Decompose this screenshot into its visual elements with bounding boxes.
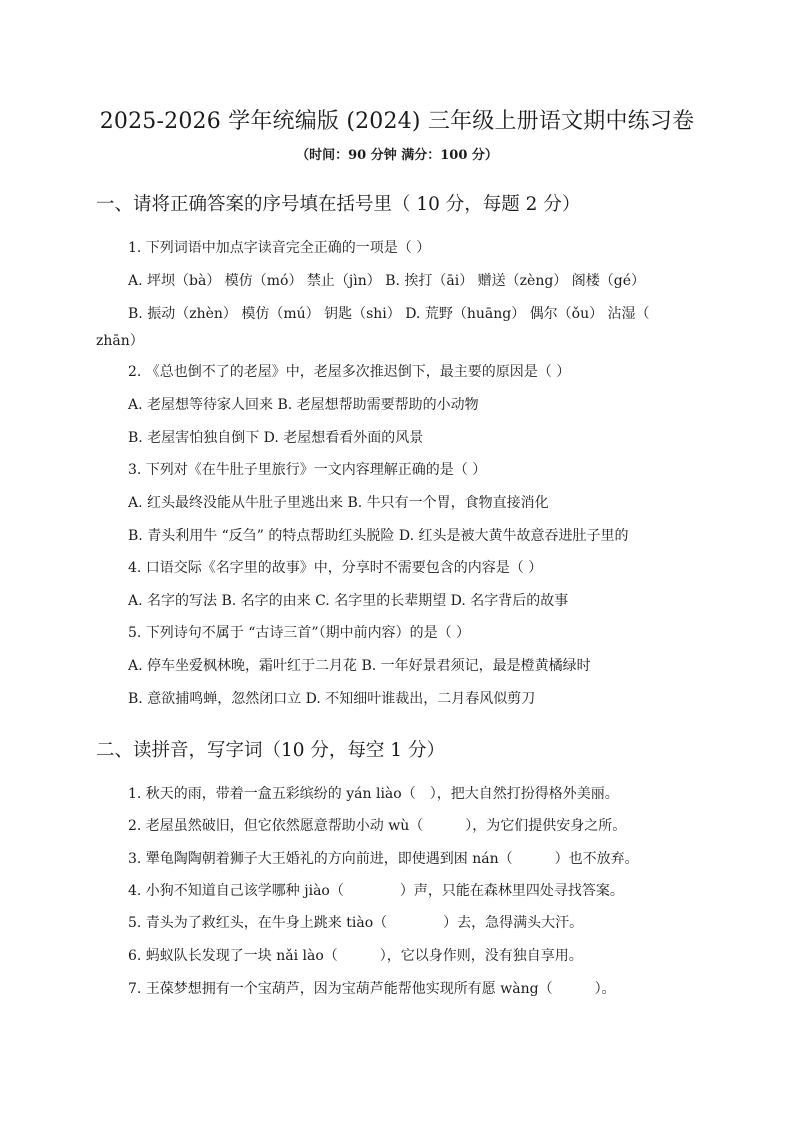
q1-option-line-2-cont: zhān） xyxy=(96,333,144,349)
q5-option-line-2: B. 意欲捕鸣蝉，忽然闭口立 D. 不知细叶谁裁出，二月春风似剪刀 xyxy=(128,691,536,707)
page-title: 2025-2026 学年统编版 (2024) 三年级上册语文期中练习卷 xyxy=(99,109,695,134)
fill-blank-7: 7. 王葆梦想拥有一个宝葫芦，因为宝葫芦能帮他实现所有愿 wàng（ ）。 xyxy=(128,981,616,997)
fill-blank-4: 4. 小狗不知道自己该学哪种 jiào（ ）声，只能在森林里四处寻找答案。 xyxy=(128,883,624,899)
fill-blank-1: 1. 秋天的雨，带着一盒五彩缤纷的 yán liào（ ），把大自然打扮得格外美丽。 xyxy=(128,786,619,802)
section-2-heading: 二、读拼音，写字词（10 分，每空 1 分） xyxy=(96,740,445,761)
q4-options: A. 名字的写法 B. 名字的由来 C. 名字里的长辈期望 D. 名字背后的故事 xyxy=(128,593,569,609)
fill-blank-5: 5. 青头为了救红头，在牛身上跳来 tiào（ ）去，急得满头大汗。 xyxy=(128,915,584,931)
fill-blank-3: 3. 犟龟陶陶朝着狮子大王婚礼的方向前进，即使遇到困 nán（ ）也不放弃。 xyxy=(128,851,639,867)
fill-blank-2: 2. 老屋虽然破旧，但它依然愿意帮助小动 wù（ ），为它们提供安身之所。 xyxy=(128,818,627,834)
section-1-heading: 一、请将正确答案的序号填在括号里（ 10 分，每题 2 分） xyxy=(96,194,581,215)
question-1: 1. 下列词语中加点字读音完全正确的一项是（ ） xyxy=(128,240,431,256)
q3-option-line-1: A. 红头最终没能从牛肚子里逃出来 B. 牛只有一个胃，食物直接消化 xyxy=(128,495,549,511)
q1-option-line-2: B. 振动（zhèn） 模仿（mú） 钥匙（shi） D. 荒野（huāng） 偶尔（ǒu） 沾湿（ xyxy=(128,306,650,322)
question-5: 5. 下列诗句不属于 “古诗三首”（期中前内容）的是（ ） xyxy=(128,625,471,641)
q2-option-line-2: B. 老屋害怕独自倒下 D. 老屋想看看外面的风景 xyxy=(128,430,424,446)
q1-option-line-1: A. 坪坝（bà） 模仿（mó） 禁止（jìn） B. 挨打（āi） 赠送（zèng） 阁楼（gé） xyxy=(128,273,646,289)
q2-option-line-1: A. 老屋想等待家人回来 B. 老屋想帮助需要帮助的小动物 xyxy=(128,397,479,413)
q3-option-line-2: B. 青头利用牛 “反刍” 的特点帮助红头脱险 D. 红头是被大黄牛故意吞进肚子里的 xyxy=(128,528,629,544)
q5-option-line-1: A. 停车坐爱枫林晚，霜叶红于二月花 B. 一年好景君须记，最是橙黄橘绿时 xyxy=(128,658,591,674)
question-2: 2. 《总也倒不了的老屋》中，老屋多次推迟倒下，最主要的原因是（ ） xyxy=(128,364,571,380)
question-4: 4. 口语交际《名字里的故事》中，分享时不需要包含的内容是（ ） xyxy=(128,560,543,576)
fill-blank-6: 6. 蚂蚁队长发现了一块 nǎi lào（ ），它以身作则，没有独自享用。 xyxy=(128,948,583,964)
question-3: 3. 下列对《在牛肚子里旅行》一文内容理解正确的是（ ） xyxy=(128,462,487,478)
exam-time-score: （时间：90 分钟 满分：100 分） xyxy=(296,148,498,163)
